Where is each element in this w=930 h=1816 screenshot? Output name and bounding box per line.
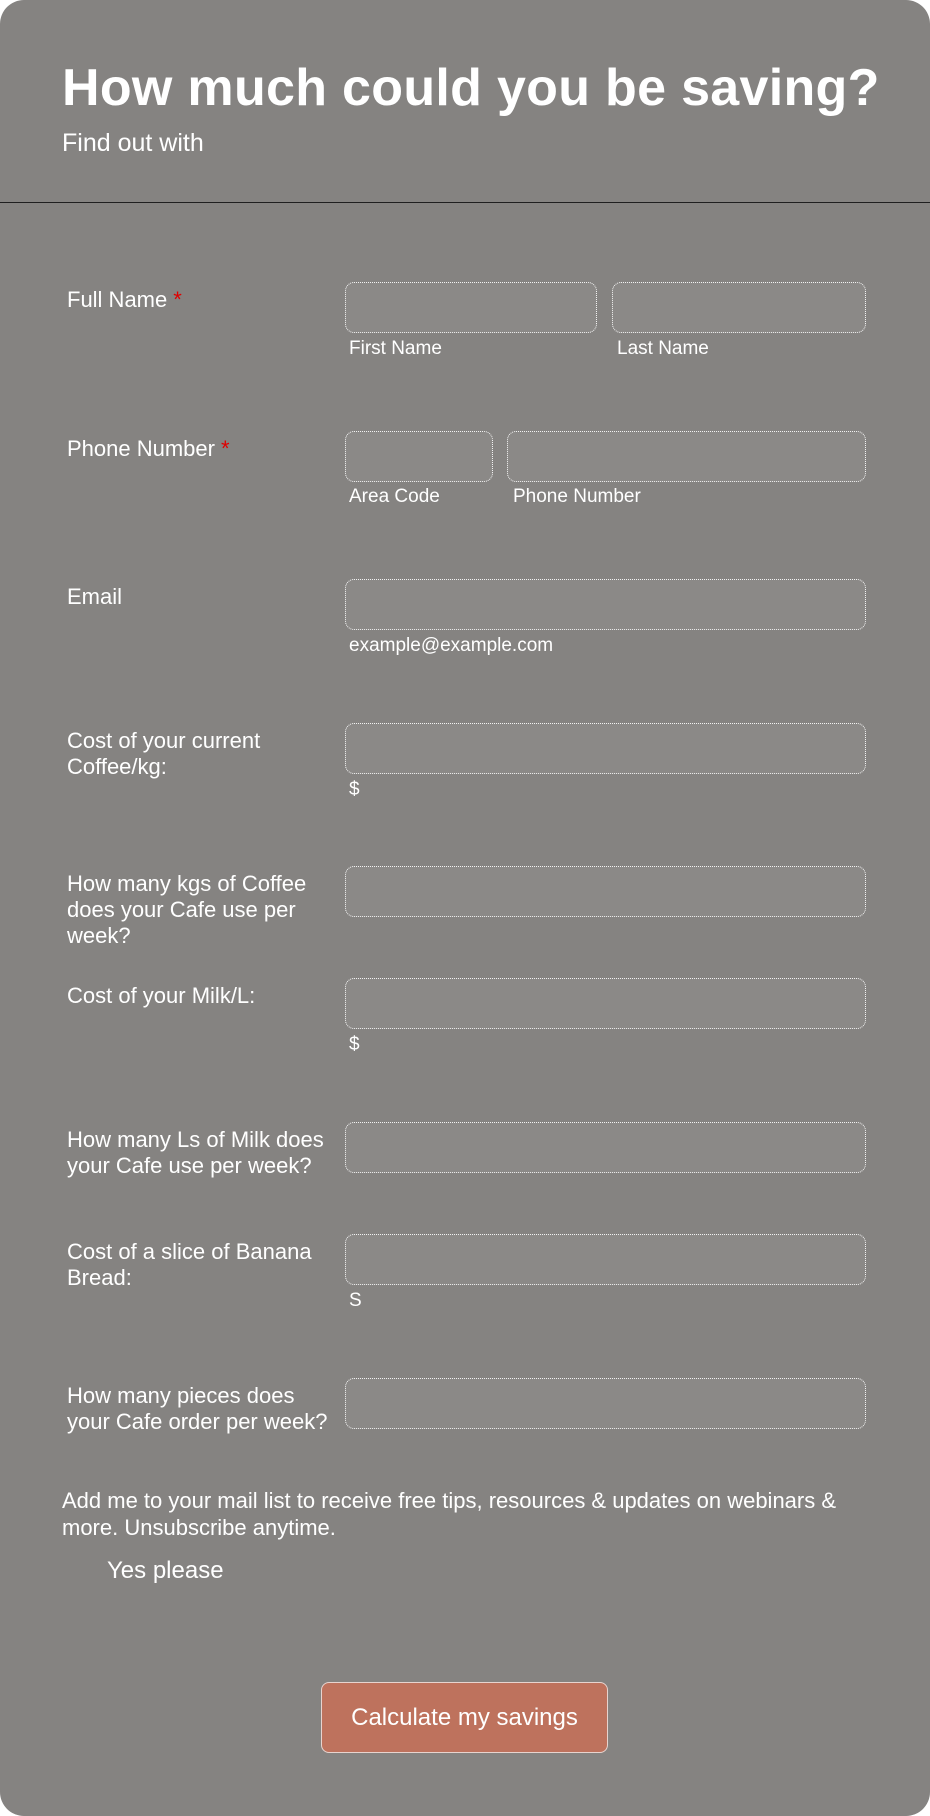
mailing-list-text: Add me to your mail list to receive free tips, resources & updates on webinars & more. Unsubscribe anytime.	[62, 1488, 837, 1540]
coffee-cost-input[interactable]	[345, 723, 866, 774]
phone-label	[67, 436, 337, 462]
milk-litres-input[interactable]	[345, 1122, 866, 1173]
mailing-list-checkbox-row[interactable]	[62, 1556, 224, 1586]
last-name-input[interactable]	[612, 282, 866, 333]
banana-bread-cost-input[interactable]	[345, 1234, 866, 1285]
phone-number-sublabel: Phone Number	[513, 486, 641, 507]
banana-bread-cost-currency: S	[349, 1290, 362, 1311]
milk-litres-label: How many Ls of Milk does your Cafe use per week?	[67, 1127, 324, 1178]
header-divider	[0, 202, 930, 203]
email-label: Email	[67, 584, 123, 609]
calculate-savings-button[interactable]: Calculate my savings	[321, 1682, 608, 1753]
phone-number-input[interactable]	[507, 431, 866, 482]
email-input[interactable]	[345, 579, 866, 630]
coffee-cost-currency: $	[349, 779, 360, 800]
phone-label-text: Phone Number	[67, 436, 215, 461]
banana-bread-cost-label: Cost of a slice of Banana Bread:	[67, 1239, 312, 1290]
area-code-sublabel: Area Code	[349, 486, 440, 507]
area-code-input[interactable]	[345, 431, 493, 482]
milk-cost-label: Cost of your Milk/L:	[67, 983, 256, 1008]
mailing-list-checkbox[interactable]	[62, 1557, 90, 1585]
page-title: How much could you be saving?	[62, 59, 880, 117]
coffee-cost-label: Cost of your current Coffee/kg:	[67, 728, 261, 779]
milk-cost-currency: $	[349, 1034, 360, 1055]
milk-cost-input[interactable]	[345, 978, 866, 1029]
full-name-label	[67, 287, 337, 313]
mailing-list-checkbox-label[interactable]: Yes please	[107, 1557, 224, 1584]
coffee-kgs-input[interactable]	[345, 866, 866, 917]
banana-bread-pieces-input[interactable]	[345, 1378, 866, 1429]
last-name-sublabel: Last Name	[617, 338, 709, 359]
coffee-kgs-label: How many kgs of Coffee does your Cafe use per week?	[67, 871, 307, 948]
full-name-required-mark: *	[173, 287, 182, 312]
full-name-label-text: Full Name	[67, 287, 168, 312]
first-name-input[interactable]	[345, 282, 597, 333]
email-sublabel: example@example.com	[349, 635, 554, 656]
first-name-sublabel: First Name	[349, 338, 442, 359]
page-subtitle: Find out with	[62, 129, 204, 157]
banana-bread-pieces-label: How many pieces does your Cafe order per week?	[67, 1383, 328, 1434]
phone-required-mark: *	[220, 436, 230, 461]
